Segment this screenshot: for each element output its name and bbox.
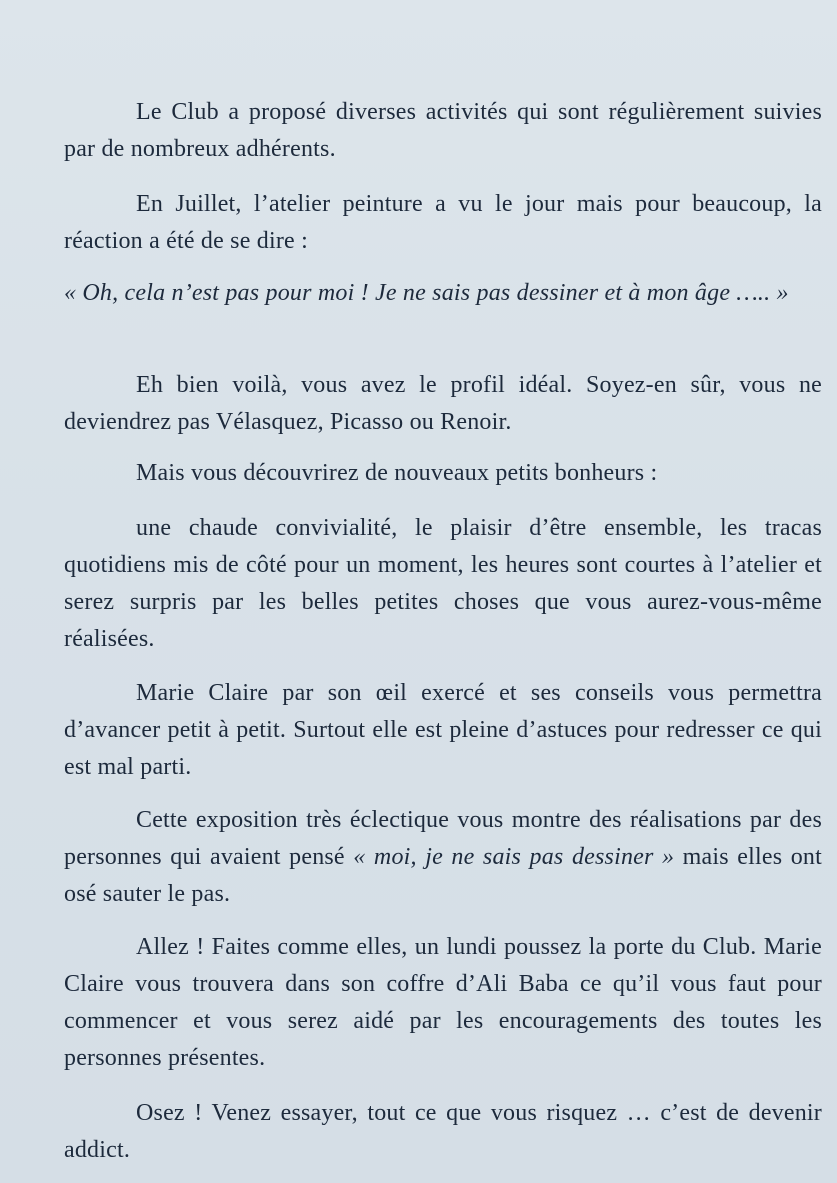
exhibition-quote: « moi, je ne sais pas dessiner » — [353, 844, 675, 870]
exhibition-text-before: Cette exposition très éclectique vous montre des réalisations par des personnes qui avaient pensé — [64, 807, 822, 870]
exhibition-text-after: mais elles ont osé sauter le pas. — [64, 844, 822, 907]
paragraph-quote-reaction: « Oh, cela n’est pas pour moi ! Je ne sais pas dessiner et à mon âge ….. » — [64, 280, 789, 306]
paragraph-painting-workshop: En Juillet, l’atelier peinture a vu le jour mais pour beaucoup, la réaction a été de se dire : — [64, 191, 822, 254]
paragraph-come-along: Allez ! Faites comme elles, un lundi poussez la porte du Club. Marie Claire vous trouvera dans son coffre d’Ali Baba ce qu’il vous faut pour commencer et vous serez aidé par les encouragements des toutes les personnes présentes. — [64, 934, 822, 1071]
paragraph-ideal-profile: Eh bien voilà, vous avez le profil idéal. Soyez-en sûr, vous ne deviendrez pas Vélasquez, Picasso ou Renoir. — [64, 372, 822, 435]
paragraph-new-joys: Mais vous découvrirez de nouveaux petits bonheurs : — [136, 460, 658, 486]
paragraph-marie-claire: Marie Claire par son œil exercé et ses conseils vous permettra d’avancer petit à petit. Surtout elle est pleine d’astuces pour redresser ce qui est mal parti. — [64, 680, 822, 780]
paragraph-conviviality: une chaude convivialité, le plaisir d’être ensemble, les tracas quotidiens mis de côté pour un moment, les heures sont courtes à l’atelier et serez surpris par les belles petites choses que vous aurez-vous-même réalisées. — [64, 515, 822, 652]
document-page — [64, 0, 822, 1183]
paragraph-dare: Osez ! Venez essayer, tout ce que vous risquez … c’est de devenir addict. — [64, 1100, 822, 1163]
paragraph-exhibition — [64, 802, 822, 913]
paragraph-club-activities: Le Club a proposé diverses activités qui sont régulièrement suivies par de nombreux adhérents. — [64, 99, 822, 162]
